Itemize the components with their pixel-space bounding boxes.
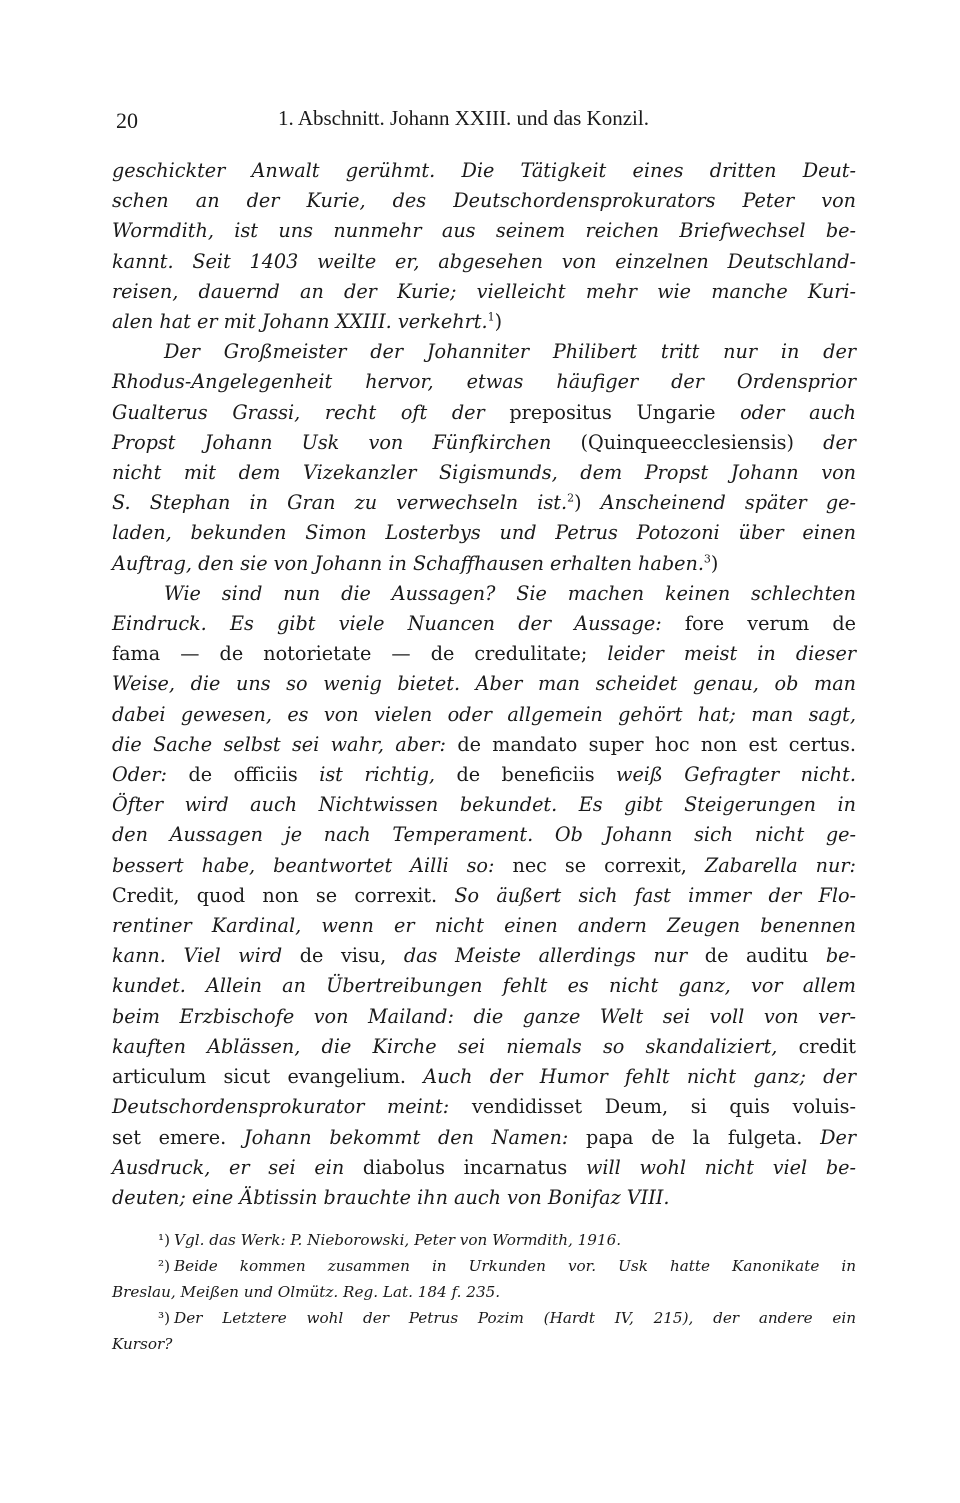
text-span-italic: der [793,430,856,454]
text-line [112,1183,856,1213]
footnote-line [112,1305,856,1331]
page-number: 20 [116,108,138,133]
text-span-italic: Auch der Humor fehlt nicht ganz; der [406,1065,856,1089]
text-span-italic: Propst Johann Usk von Fünfkirchen [112,430,581,454]
text-span-latin: ) [494,310,503,334]
footnote-reference: 2 [567,491,575,505]
text-line [112,851,856,881]
text-line [112,518,856,548]
footnote-marker: ³) [158,1309,171,1328]
text-span-italic: Deutschordensprokurator meint: [112,1095,472,1119]
text-span-italic: schen an der Kurie, des Deutschordensprokurators Peter von [112,189,856,213]
text-span-italic: nicht mit dem Vizekanzler Sigismunds, dem Propst Johann von [112,461,856,485]
text-line [112,1062,856,1092]
text-span-italic: beim Erzbischofe von Mailand: die ganze Welt sei voll von ver- [112,1004,856,1028]
footnotes [112,1227,856,1357]
text-span-latin: articulum sicut evangelium. [112,1065,407,1089]
text-line [112,277,856,307]
footnote-reference: 3 [703,552,711,566]
text-line [112,156,856,186]
text-span-latin: papa de la fulgeta. [586,1125,803,1149]
text-span-italic: leider meist in dieser [587,642,856,666]
text-span-italic: Der [802,1125,856,1149]
text-line [112,971,856,1001]
text-line [112,820,856,850]
text-line [112,458,856,488]
text-span-italic: den Aussagen je nach Temperament. Ob Johann sich nicht ge- [112,823,856,847]
text-span-italic: kannt. Seit 1403 weilte er, abgesehen von einzelnen Deutschland- [112,249,856,273]
text-span-italic: S. Stephan in Gran zu verwechseln ist. [112,491,568,515]
text-span-italic: die Sache selbst sei wahr, aber: [112,732,458,756]
footnote-text: Beide kommen zusammen in Urkunden vor. Usk hatte Kanonikate in [174,1257,856,1276]
text-span-italic: ist richtig, [297,763,457,787]
text-line [112,549,856,579]
text-span-italic: laden, bekunden Simon Losterbys und Petrus Potozoni über einen [112,521,856,545]
text-span-latin: de officiis [188,763,298,787]
text-line [112,639,856,669]
text-line [112,488,856,518]
text-span-italic: Zabarella nur: [686,853,856,877]
footnote-line [112,1331,856,1357]
text-span-italic: deuten; eine Äbtissin brauchte ihn auch von Bonifaz VIII. [112,1185,670,1209]
text-span-italic: Johann bekommt den Namen: [226,1125,587,1149]
text-span-latin: Credit, quod non se correxit. [112,883,438,907]
text-span-italic: geschickter Anwalt gerühmt. Die Tätigkeit eines dritten Deut- [112,159,856,182]
text-line [112,1032,856,1062]
footnote-text: Kursor? [112,1335,173,1354]
text-line [112,307,856,337]
text-span-italic: Der Großmeister der Johanniter Philibert tritt nur in der [164,340,856,364]
footnote-marker: ¹) [158,1231,171,1250]
text-span-italic: Rhodus-Angelegenheit hervor, etwas häufiger der Ordensprior [112,370,856,394]
text-line [112,579,856,609]
text-span-latin: de beneficiis [456,763,595,787]
text-line [112,367,856,397]
text-line [112,337,856,367]
text-span-italic: Öfter wird auch Nichtwissen bekundet. Es gibt Steigerungen in [112,793,856,817]
text-line [112,1002,856,1032]
footnote-text: Der Letztere wohl der Petrus Pozim (Hardt IV, 215), der andere ein [174,1309,856,1328]
text-span-latin: de visu, [299,944,387,968]
footnote-line [112,1227,856,1253]
footnote-text: Vgl. das Werk: P. Nieborowski, Peter von Wormdith, 1916. [174,1231,622,1250]
text-span-latin: prepositus Ungarie [509,400,716,424]
body-text [112,156,856,1213]
text-line [112,186,856,216]
running-title: 1. Abschnitt. Johann XXIII. und das Konzil. [278,106,649,130]
text-span-italic: Gualterus Grassi, recht oft der [112,400,510,424]
text-line [112,247,856,277]
text-line [112,398,856,428]
text-line [112,760,856,790]
text-span-latin: ) [710,551,719,575]
text-span-italic: das Meiste allerdings nur [386,944,705,968]
text-span-italic: kann. Viel wird [112,944,300,968]
text-span-latin: diabolus incarnatus [362,1155,568,1179]
text-span-latin: ) [574,491,582,515]
footnote-marker: ²) [158,1257,171,1276]
text-span-italic: Oder: [112,763,189,787]
text-span-italic: rentiner Kardinal, wenn er nicht einen andern Zeugen benennen [112,914,856,938]
text-span-italic: Auftrag, den sie von Johann in Schaffhausen erhalten haben. [112,551,704,575]
text-line [112,1153,856,1183]
text-span-italic: So äußert sich fast immer der Flo- [437,883,856,907]
text-line [112,428,856,458]
footnote-text: Breslau, Meißen und Olmütz. Reg. Lat. 184 f. 235. [112,1283,501,1302]
text-line [112,1123,856,1153]
text-line [112,609,856,639]
text-span-latin: de auditu [704,944,809,968]
text-span-latin: set emere. [112,1125,227,1149]
text-span-latin: fore verum de [684,612,856,636]
text-span-italic: alen hat er mit Johann XXIII. verkehrt. [112,310,488,334]
text-span-latin: de mandato super hoc non est certus. [457,732,856,756]
text-span-italic: weiß Gefragter nicht. [594,763,856,787]
footnote-line [112,1253,856,1279]
text-span-italic: Ausdruck, er sei ein [112,1155,363,1179]
text-line [112,1092,856,1122]
text-span-italic: Eindruck. Es gibt viele Nuancen der Aussage: [112,612,685,636]
running-head [112,100,856,136]
text-span-italic: Wormdith, ist uns nunmehr aus seinem reichen Briefwechsel be- [112,219,856,243]
book-page [112,100,856,1357]
text-line [112,216,856,246]
text-line [112,881,856,911]
text-span-latin: nec se correxit, [512,853,687,877]
text-line [112,730,856,760]
text-span-italic: be- [808,944,856,968]
footnote-reference: 1 [487,310,495,324]
text-span-latin: fama — de notorietate — de credulitate; [112,642,588,666]
text-span-latin: vendidisset Deum, si quis voluis- [471,1095,856,1119]
text-span-latin: (Quinqueecclesiensis) [580,430,794,454]
text-span-italic: oder auch [715,400,856,424]
text-line [112,790,856,820]
text-span-italic: will wohl nicht viel be- [567,1155,856,1179]
text-line [112,669,856,699]
text-span-latin: credit [798,1034,856,1058]
footnote-line [112,1279,856,1305]
text-span-italic: bessert habe, beantwortet Ailli so: [112,853,513,877]
text-span-italic: Wie sind nun die Aussagen? Sie machen keinen schlechten [164,581,856,605]
text-span-italic: kundet. Allein an Übertreibungen fehlt es nicht ganz, vor allem [112,974,856,998]
text-span-italic: dabei gewesen, es von vielen oder allgemein gehört hat; man sagt, [112,702,856,726]
text-line [112,700,856,730]
text-span-italic: reisen, dauernd an der Kurie; vielleicht mehr wie manche Kuri- [112,279,856,303]
text-span-italic: kauften Ablässen, die Kirche sei niemals so skandaliziert, [112,1034,799,1058]
text-line [112,941,856,971]
text-span-italic: Weise, die uns so wenig bietet. Aber man scheidet genau, ob man [112,672,856,696]
text-span-italic: Anscheinend später ge- [581,491,856,515]
text-line [112,911,856,941]
